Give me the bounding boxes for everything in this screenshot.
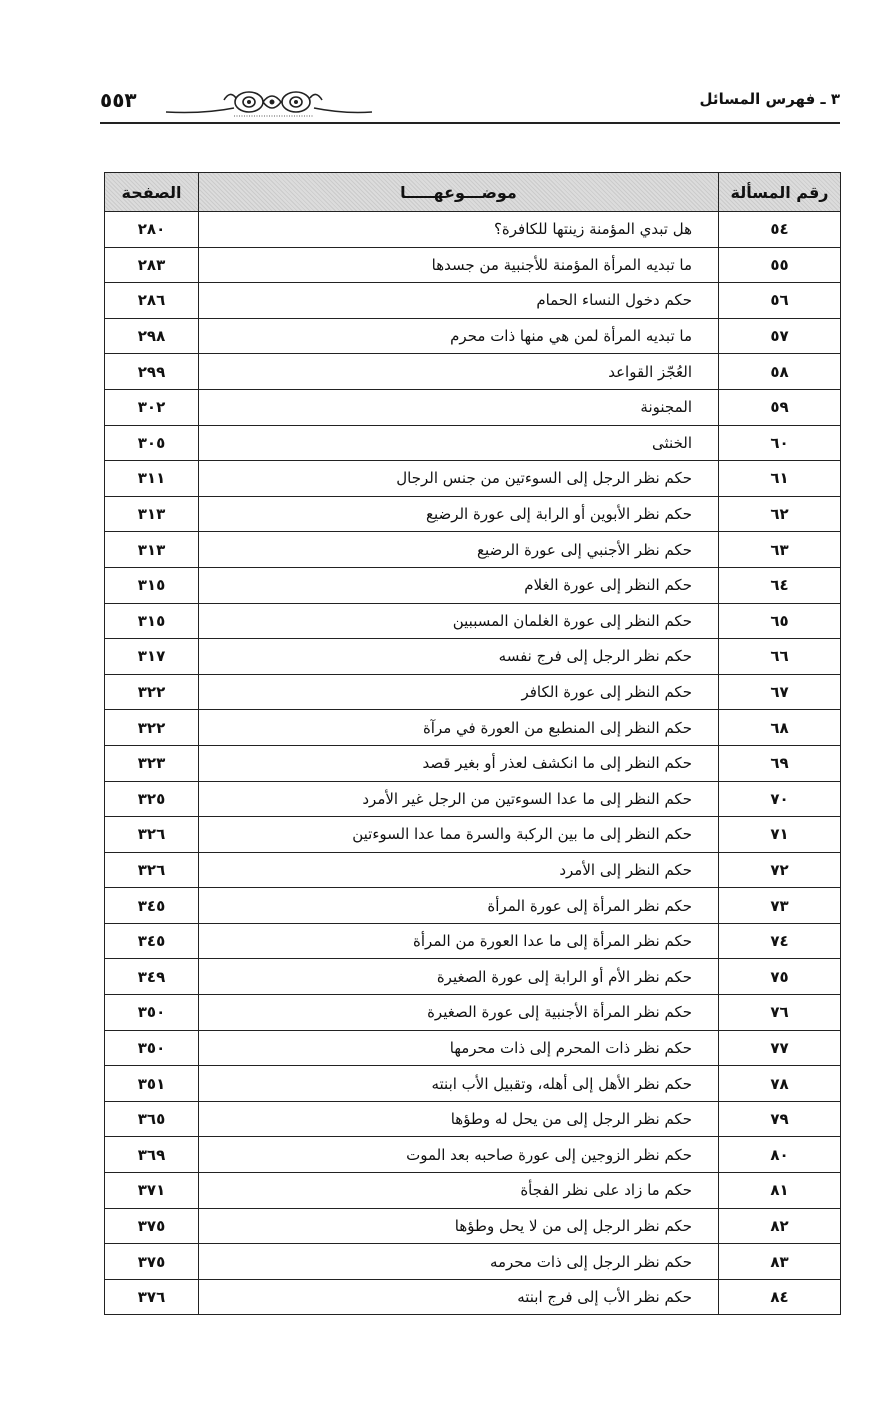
issue-topic-cell: حكم النظر إلى ما عدا السوءتين من الرجل غير الأمرد: [199, 781, 719, 817]
table-row: [105, 674, 841, 710]
issue-topic-cell: حكم نظر الأم أو الرابة إلى عورة الصغيرة: [199, 959, 719, 995]
table-row: [105, 710, 841, 746]
issue-topic-cell: العُجّز القواعد: [199, 354, 719, 390]
page-number-cell: ٣١٥: [105, 603, 199, 639]
table-row: [105, 425, 841, 461]
table-row: [105, 496, 841, 532]
issue-topic-cell: حكم النظر إلى عورة الغلام: [199, 567, 719, 603]
issue-number-cell: ٦٦: [719, 639, 841, 675]
table-row: [105, 923, 841, 959]
issue-number-cell: ٨٣: [719, 1244, 841, 1280]
issue-number-cell: ٥٥: [719, 247, 841, 283]
table-row: [105, 1066, 841, 1102]
table-row: [105, 639, 841, 675]
issue-number-cell: ٥٦: [719, 283, 841, 319]
issue-topic-cell: حكم نظر الأبوين أو الرابة إلى عورة الرضيع: [199, 496, 719, 532]
table-row: [105, 781, 841, 817]
issue-number-cell: ٧٥: [719, 959, 841, 995]
issue-number-cell: ٧٠: [719, 781, 841, 817]
issue-number-cell: ٧٨: [719, 1066, 841, 1102]
page-number-cell: ٣٦٩: [105, 1137, 199, 1173]
page-number-cell: ٣٧٥: [105, 1244, 199, 1280]
table-row: [105, 1030, 841, 1066]
page-number-cell: ٣٥٠: [105, 1030, 199, 1066]
issue-number-cell: ٦٢: [719, 496, 841, 532]
table-row: [105, 888, 841, 924]
issue-topic-cell: حكم النظر إلى ما انكشف لعذر أو بغير قصد: [199, 745, 719, 781]
index-table: [104, 172, 841, 1315]
issue-topic-cell: حكم نظر المرأة إلى عورة المرأة: [199, 888, 719, 924]
page-number-cell: ٣١١: [105, 461, 199, 497]
page-number-cell: ٣٥١: [105, 1066, 199, 1102]
page-number-cell: ٣٢٢: [105, 710, 199, 746]
issue-number-cell: ٦٧: [719, 674, 841, 710]
page-number-cell: ٣٢٣: [105, 745, 199, 781]
issue-number-cell: ٧١: [719, 817, 841, 853]
issue-topic-cell: حكم النظر إلى الأمرد: [199, 852, 719, 888]
table-body: [105, 212, 841, 1315]
issue-topic-cell: حكم نظر الأب إلى فرج ابنته: [199, 1279, 719, 1315]
page-number-cell: ٣١٣: [105, 496, 199, 532]
issue-number-cell: ٨١: [719, 1173, 841, 1209]
issue-topic-cell: ما تبديه المرأة المؤمنة للأجنبية من جسدها: [199, 247, 719, 283]
issue-number-cell: ٥٩: [719, 389, 841, 425]
issue-number-cell: ٧٧: [719, 1030, 841, 1066]
issue-topic-cell: حكم نظر الزوجين إلى عورة صاحبه بعد الموت: [199, 1137, 719, 1173]
table-row: [105, 212, 841, 248]
issue-number-cell: ٧٩: [719, 1101, 841, 1137]
page-number-cell: ٣٤٥: [105, 923, 199, 959]
issue-number-cell: ٥٧: [719, 318, 841, 354]
issue-topic-cell: حكم نظر الرجل إلى السوءتين من جنس الرجال: [199, 461, 719, 497]
page-number-cell: ٣٢٢: [105, 674, 199, 710]
issue-topic-cell: حكم ما زاد على نظر الفجأة: [199, 1173, 719, 1209]
page-number-cell: ٣١٧: [105, 639, 199, 675]
issue-topic-cell: حكم النظر إلى ما بين الركبة والسرة مما عدا السوءتين: [199, 817, 719, 853]
table-row: [105, 247, 841, 283]
page-number: ٥٥٣: [100, 88, 137, 112]
table-row: [105, 461, 841, 497]
page-number-cell: ٣٧٥: [105, 1208, 199, 1244]
issue-number-cell: ٦٣: [719, 532, 841, 568]
page-number-cell: ٣١٣: [105, 532, 199, 568]
issue-number-cell: ٧٤: [719, 923, 841, 959]
page-number-cell: ٣٠٢: [105, 389, 199, 425]
issue-topic-cell: حكم نظر ذات المحرم إلى ذات محرمها: [199, 1030, 719, 1066]
table-header-row: [105, 173, 841, 212]
issue-number-cell: ٨٠: [719, 1137, 841, 1173]
issue-topic-cell: حكم نظر الرجل إلى من يحل له وطؤها: [199, 1101, 719, 1137]
index-table-container: [104, 172, 840, 1315]
issue-number-cell: ٨٢: [719, 1208, 841, 1244]
issue-number-cell: ٦٤: [719, 567, 841, 603]
issue-topic-cell: ما تبديه المرأة لمن هي منها ذات محرم: [199, 318, 719, 354]
table-row: [105, 603, 841, 639]
table-row: [105, 354, 841, 390]
table-row: [105, 389, 841, 425]
issue-topic-cell: المجنونة: [199, 389, 719, 425]
table-row: [105, 852, 841, 888]
page-number-cell: ٣٤٩: [105, 959, 199, 995]
table-row: [105, 995, 841, 1031]
table-row: [105, 532, 841, 568]
page-number-cell: ٣٦٥: [105, 1101, 199, 1137]
table-row: [105, 318, 841, 354]
page-number-cell: ٣٥٠: [105, 995, 199, 1031]
issue-number-cell: ٧٢: [719, 852, 841, 888]
table-row: [105, 1137, 841, 1173]
issue-topic-cell: الخنثى: [199, 425, 719, 461]
issue-number-cell: ٨٤: [719, 1279, 841, 1315]
page-number-cell: ٣٢٦: [105, 817, 199, 853]
issue-number-cell: ٧٦: [719, 995, 841, 1031]
page-number-cell: ٢٩٨: [105, 318, 199, 354]
issue-topic-cell: هل تبدي المؤمنة زينتها للكافرة؟: [199, 212, 719, 248]
table-row: [105, 1101, 841, 1137]
issue-number-cell: ٥٨: [719, 354, 841, 390]
issue-number-cell: ٦١: [719, 461, 841, 497]
page-number-cell: ٣٢٥: [105, 781, 199, 817]
section-title: ٣ ـ فهرس المسائل: [699, 90, 840, 108]
table-row: [105, 959, 841, 995]
table-row: [105, 1244, 841, 1280]
table-row: [105, 817, 841, 853]
issue-topic-cell: حكم نظر الرجل إلى فرج نفسه: [199, 639, 719, 675]
issue-topic-cell: حكم نظر الأجنبي إلى عورة الرضيع: [199, 532, 719, 568]
table-row: [105, 1208, 841, 1244]
issue-number-cell: ٦٨: [719, 710, 841, 746]
issue-topic-cell: حكم النظر إلى المنطبع من العورة في مرآة: [199, 710, 719, 746]
issue-topic-cell: حكم نظر الرجل إلى ذات محرمه: [199, 1244, 719, 1280]
issue-number-cell: ٥٤: [719, 212, 841, 248]
table-row: [105, 283, 841, 319]
page-number-cell: ٣١٥: [105, 567, 199, 603]
page-number-cell: ٣٠٥: [105, 425, 199, 461]
table-row: [105, 1173, 841, 1209]
issue-number-cell: ٧٣: [719, 888, 841, 924]
issue-number-cell: ٦٩: [719, 745, 841, 781]
issue-topic-cell: حكم النظر إلى عورة الغلمان المسببين: [199, 603, 719, 639]
page-number-cell: ٣٤٥: [105, 888, 199, 924]
page-number-cell: ٢٨٦: [105, 283, 199, 319]
issue-number-cell: ٦٠: [719, 425, 841, 461]
issue-topic-cell: حكم نظر الأهل إلى أهله، وتقبيل الأب ابنته: [199, 1066, 719, 1102]
issue-topic-cell: حكم نظر المرأة الأجنبية إلى عورة الصغيرة: [199, 995, 719, 1031]
page-number-cell: ٣٢٦: [105, 852, 199, 888]
issue-topic-cell: حكم دخول النساء الحمام: [199, 283, 719, 319]
column-header-number: رقم المسألة: [719, 173, 841, 212]
table-row: [105, 1279, 841, 1315]
page-number-cell: ٢٨٣: [105, 247, 199, 283]
column-header-page: الصفحة: [105, 173, 199, 212]
table-row: [105, 567, 841, 603]
issue-topic-cell: حكم نظر المرأة إلى ما عدا العورة من المرأة: [199, 923, 719, 959]
table-row: [105, 745, 841, 781]
issue-topic-cell: حكم النظر إلى عورة الكافر: [199, 674, 719, 710]
issue-number-cell: ٦٥: [719, 603, 841, 639]
page-number-cell: ٢٩٩: [105, 354, 199, 390]
page-number-cell: ٣٧٦: [105, 1279, 199, 1315]
ornament-icon: [164, 86, 374, 120]
page-number-cell: ٣٧١: [105, 1173, 199, 1209]
column-header-topic: موضـــوعهـــــا: [199, 173, 719, 212]
issue-topic-cell: حكم نظر الرجل إلى من لا يحل وطؤها: [199, 1208, 719, 1244]
page-number-cell: ٢٨٠: [105, 212, 199, 248]
page-header: [100, 80, 840, 124]
